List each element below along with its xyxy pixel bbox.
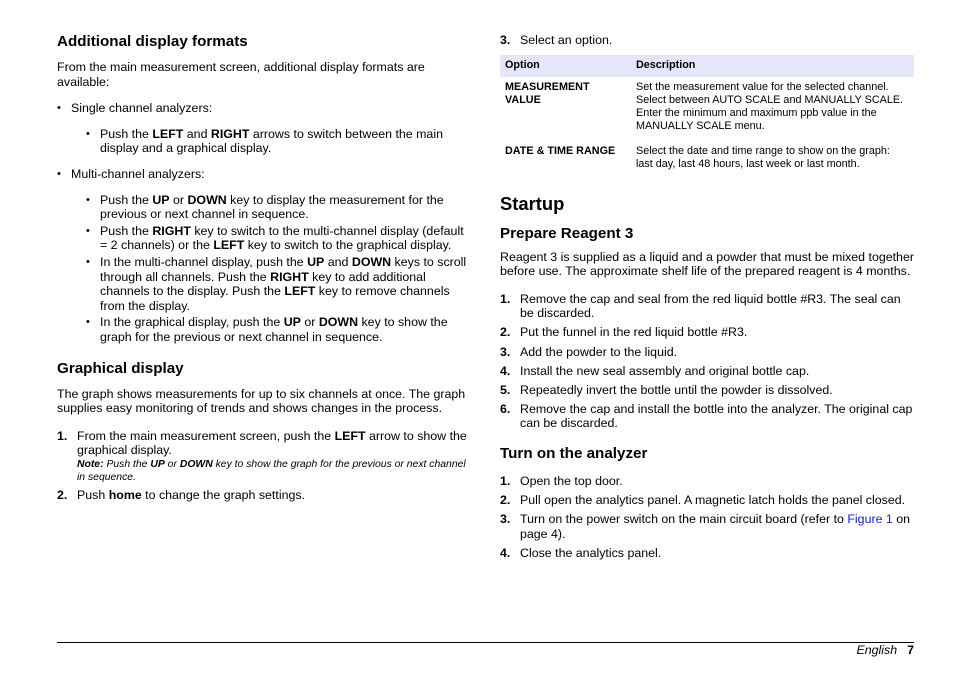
figure-1-link[interactable]: Figure 1 [847,512,893,527]
page-footer [856,643,914,657]
single-label: Single channel analyzers: [71,101,213,116]
left-column [57,30,469,507]
step-item: 4. Install the new seal assembly and original bottle cap. [500,363,810,378]
subheading-turn-on: Turn on the analyzer [500,445,648,463]
description-cell: Set the measurement value for the selected channel. Select between AUTO SCALE and MANUALLY SCALE. Enter the minimum and maximum ppb value in the MANUALLY SCALE menu. [636,80,904,132]
right-column [500,30,914,565]
step-item: 6. Remove the cap and install the bottle into the analyzer. The original cap can be discarded. [500,401,913,431]
step-item: 2. Put the funnel in the red liquid bottle #R3. [500,325,748,340]
step-item: 1. From the main measurement screen, push the LEFT arrow to show the graphical display. Note: Push the UP or DOWN key to show the graph for the previous or next channel in sequence. [57,429,469,484]
list-item-single [57,101,469,156]
turnon-steps [500,474,914,560]
step-item: 2. Pull open the analytics panel. A magnetic latch holds the panel closed. [500,493,906,508]
step-item: 3. Select an option. [500,33,613,47]
list-item: • Push the UP or DOWN key to display the measurement for the previous or next channel in sequence. [86,193,469,222]
single-sublist [71,127,469,156]
list-item-multi [57,167,469,345]
step-item: 3. Add the powder to the liquid. [500,344,678,359]
step-item: 1. Remove the cap and seal from the red liquid bottle #R3. The seal can be discarded. [500,291,901,321]
prepare-intro-paragraph: Reagent 3 is supplied as a liquid and a powder that must be mixed together before use. The approximate shelf life of the prepared reagent is 4 months. [500,249,914,279]
table-row [500,141,914,179]
subheading-prepare-reagent: Prepare Reagent 3 [500,224,634,242]
step-item: 1. Open the top door. [500,474,623,489]
footer-language: English [856,643,898,657]
list-item: • In the graphical display, push the UP or DOWN key to show the graph for the previous or next channel in sequence. [86,315,469,344]
multi-sublist [71,193,469,345]
column-header-option: Option [500,55,631,77]
list-item: • Push the LEFT and RIGHT arrows to switch between the main display and a graphical display. [86,127,469,156]
list-item: • In the multi-channel display, push the UP and DOWN keys to scroll through all channels. Push the RIGHT key to add additional channels to the display. Push the LEFT key to remove channels from the display. [86,255,469,313]
step-item: 4. Close the analytics panel. [500,545,662,560]
description-cell: Select the date and time range to show on the graph: last day, last 48 hours, last week or last month. [636,144,890,170]
section-heading-graphical-display: Graphical display [57,359,184,377]
step-item: 2. Push home to change the graph settings. [57,488,305,503]
list-item: • Push the RIGHT key to switch to the multi-channel display (default = 2 channels) or the LEFT key to switch to the graphical display. [86,224,469,253]
step-item: 3. Turn on the power switch on the main circuit board (refer to Figure 1 on page 4). [500,512,911,541]
intro-paragraph: From the main measurement screen, additional display formats are available: [57,60,425,89]
column-header-description: Description [631,55,914,77]
section-heading-additional-display: Additional display formats [57,33,248,50]
graph-intro-paragraph: The graph shows measurements for up to six channels at once. The graph supplies easy monitoring of trends and shows changes in the process. [57,386,466,416]
section-heading-startup: Startup [500,192,565,214]
multi-label: Multi-channel analyzers: [71,166,205,181]
option-cell: DATE & TIME RANGE [505,144,616,157]
prepare-steps [500,292,914,431]
table-row [500,77,914,141]
step-item: 5. Repeatedly invert the bottle until the powder is dissolved. [500,382,833,397]
table-header-row [500,55,914,77]
page-number: 7 [907,643,914,657]
select-option-step [500,33,914,48]
note: Note: Push the UP or DOWN key to show the graph for the previous or next channel in sequence. [77,458,466,483]
footer-divider [57,642,914,643]
options-table [500,55,914,179]
graph-steps [57,429,469,503]
analyzer-list [57,101,469,344]
option-cell: MEASUREMENT VALUE [505,80,590,106]
